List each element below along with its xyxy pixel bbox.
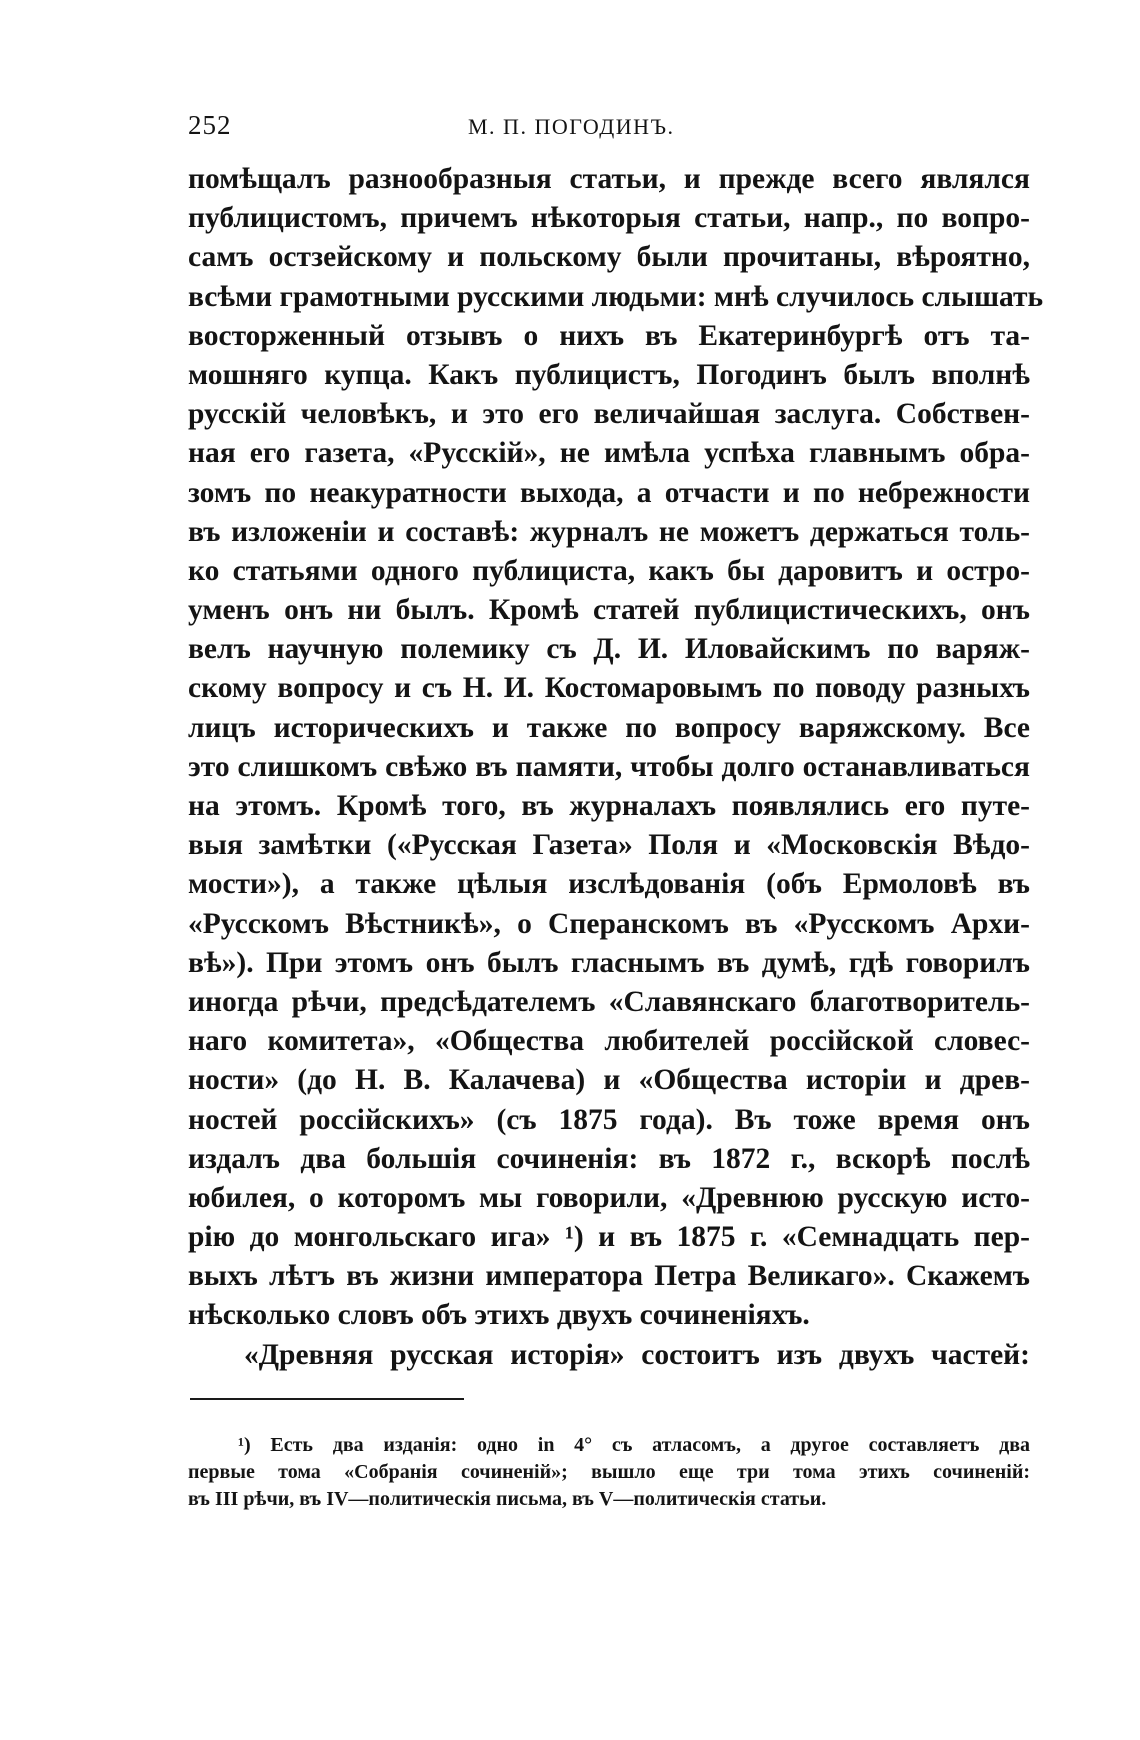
text-line: рію до монгольскаго ига» ¹) и въ 1875 г. «Семнадцать пер- xyxy=(188,1221,1030,1254)
text-line: ностей россійскихъ» (съ 1875 года). Въ тоже время онъ xyxy=(188,1103,1030,1136)
text-line: нѣсколько словъ объ этихъ двухъ сочиненіяхъ. xyxy=(188,1299,810,1332)
text-line: самъ остзейскому и польскому были прочитаны, вѣроятно, xyxy=(188,241,1030,274)
text-line: выя замѣтки («Русская Газета» Поля и «Московскія Вѣдо- xyxy=(188,829,1030,862)
footnotes xyxy=(188,1432,1030,1513)
text-line: иногда рѣчи, предсѣдателемъ «Славянскаго благотворитель- xyxy=(188,985,1030,1018)
text-line: ко статьями одного публициста, какъ бы даровитъ и остро- xyxy=(188,554,1030,587)
text-line: уменъ онъ ни былъ. Кромѣ статей публицистическихъ, онъ xyxy=(188,594,1030,627)
text-line: мошняго купца. Какъ публицистъ, Погодинъ былъ вполнѣ xyxy=(188,358,1030,391)
footnote-line: первые тома «Собранія сочиненій»; вышло еще три тома этихъ сочиненій: xyxy=(188,1461,1030,1483)
text-line: вѣ»). При этомъ онъ былъ гласнымъ въ думѣ, гдѣ говорилъ xyxy=(188,946,1030,979)
text-line: на этомъ. Кромѣ того, въ журналахъ появлялись его путе- xyxy=(188,790,1030,822)
text-line: восторженный отзывъ о нихъ въ Екатеринбургѣ отъ та- xyxy=(188,319,1030,352)
main-text xyxy=(188,160,1044,1375)
text-line: выхъ лѣтъ въ жизни императора Петра Великаго». Скажемъ xyxy=(188,1260,1030,1293)
text-line: «Русскомъ Вѣстникѣ», о Сперанскомъ въ «Русскомъ Архи- xyxy=(188,907,1030,940)
text-line: издалъ два большія сочиненія: въ 1872 г., вскорѣ послѣ xyxy=(188,1142,1030,1175)
page-number: 252 xyxy=(188,110,232,140)
text-line: это слишкомъ свѣжо въ памяти, чтобы долго останавливаться xyxy=(188,750,1030,783)
text-line: скому вопросу и съ Н. И. Костомаровымъ по поводу разныхъ xyxy=(188,672,1030,705)
text-line: въ изложеніи и составѣ: журналъ не можетъ держаться толь- xyxy=(188,515,1030,548)
text-line: русскій человѣкъ, и это его величайшая заслуга. Собствен- xyxy=(188,398,1030,431)
text-line: мости»), а также цѣлыя изслѣдованія (объ Ермоловѣ въ xyxy=(188,868,1030,901)
footnote-line: въ III рѣчи, въ IV—политическія письма, въ V—политическія статьи. xyxy=(188,1488,827,1510)
footnote-divider xyxy=(190,1398,464,1400)
text-line: лицъ историческихъ и также по вопросу варяжскому. Все xyxy=(188,711,1030,744)
paragraph-start-line: «Древняя русская исторія» состоитъ изъ двухъ частей: xyxy=(244,1338,1030,1371)
running-title: М. П. ПОГОДИНЪ. xyxy=(468,114,675,139)
text-line: помѣщалъ разнообразныя статьи, и прежде всего являлся xyxy=(188,163,1030,195)
text-line: наго комитета», «Общества любителей россійской словес- xyxy=(188,1025,1030,1058)
text-line: велъ научную полемику съ Д. И. Иловайскимъ по варяж- xyxy=(188,633,1030,666)
text-line: всѣми грамотными русскими людьми: мнѣ случилось слышать xyxy=(188,280,1044,313)
text-line: юбилея, о которомъ мы говорили, «Древнюю русскую исто- xyxy=(188,1181,1030,1214)
text-line: публицистомъ, причемъ нѣкоторыя статьи, напр., по вопро- xyxy=(188,202,1030,235)
footnote-line: ¹) Есть два изданія: одно in 4° съ атласомъ, а другое составляетъ два xyxy=(238,1434,1030,1456)
text-line: ная его газета, «Русскій», не имѣла успѣха главнымъ обра- xyxy=(188,437,1030,470)
text-line: зомъ по неакуратности выхода, а отчасти и по небрежности xyxy=(188,476,1030,509)
text-line: ности» (до Н. В. Калачева) и «Общества исторіи и древ- xyxy=(188,1064,1030,1097)
page-header xyxy=(188,110,1028,146)
